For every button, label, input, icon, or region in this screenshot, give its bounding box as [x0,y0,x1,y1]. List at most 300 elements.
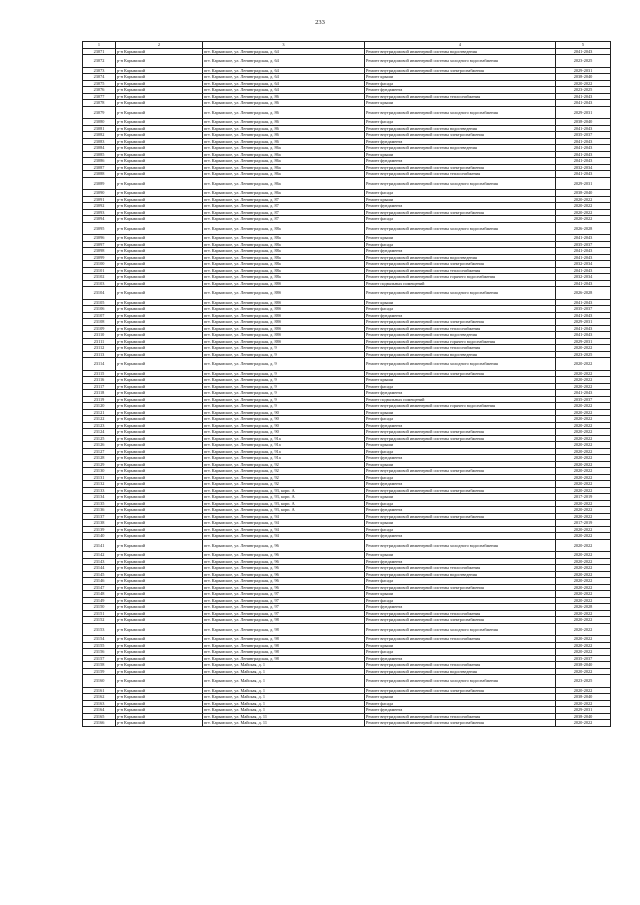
period-cell: 2020-2022 [556,383,611,390]
record-number-cell: 23132 [83,481,116,488]
address-cell: пгт. Карымское, ул. Ленинградская, д. 88а [203,274,365,281]
work-type-cell: Ремонт фасада [365,241,556,248]
address-cell: пгт. Карымское, ул. Ленинградская, д. 87 [203,196,365,203]
period-cell: 2029-2031 [556,177,611,190]
district-cell: р-н Карымский [116,649,203,656]
district-cell: р-н Карымский [116,558,203,565]
work-type-cell: Ремонт крыши [365,377,556,384]
column-header: 3 [203,42,365,49]
address-cell: пгт. Карымское, ул. Ленинградская, д. 90 [203,409,365,416]
work-type-cell: Ремонт внутридомовой инженерной системы водоотведения [365,668,556,675]
period-cell: 2041-2043 [556,171,611,178]
address-cell: пгт. Карымское, ул. Ленинградская, д. 87 [203,209,365,216]
period-cell: 2020-2022 [556,533,611,540]
district-cell: р-н Карымский [116,164,203,171]
record-number-cell: 23154 [83,636,116,643]
record-number-cell: 23121 [83,409,116,416]
period-cell: 2041-2043 [556,48,611,55]
record-number-cell: 23152 [83,617,116,624]
record-number-cell: 23084 [83,145,116,152]
work-type-cell: Ремонт фасада [365,190,556,197]
district-cell: р-н Карымский [116,591,203,598]
district-cell: р-н Карымский [116,299,203,306]
period-cell: 2029-2031 [556,707,611,714]
district-cell: р-н Карымский [116,668,203,675]
district-cell: р-н Карымский [116,100,203,107]
district-cell: р-н Карымский [116,145,203,152]
address-cell: пгт. Карымское, ул. Ленинградская, д. 96 [203,539,365,552]
district-cell: р-н Карымский [116,67,203,74]
record-number-cell: 23092 [83,203,116,210]
district-cell: р-н Карымский [116,597,203,604]
district-cell: р-н Карымский [116,565,203,572]
record-number-cell: 23136 [83,507,116,514]
period-cell: 2020-2022 [556,468,611,475]
period-cell: 2041-2043 [556,325,611,332]
record-number-cell: 23161 [83,687,116,694]
record-number-cell: 23086 [83,158,116,165]
period-cell: 2038-2040 [556,190,611,197]
work-type-cell: Ремонт крыши [365,591,556,598]
period-cell: 2020-2022 [556,649,611,656]
district-cell: р-н Карымский [116,623,203,636]
period-cell: 2020-2022 [556,216,611,223]
period-cell: 2041-2043 [556,145,611,152]
work-type-cell: Ремонт внутридомовой инженерной системы холодного водоснабжения [365,55,556,68]
district-cell: р-н Карымский [116,655,203,662]
work-type-cell: Ремонт фундамента [365,604,556,611]
address-cell: пгт. Карымское, ул. Ленинградская, д. 86а [203,164,365,171]
work-type-cell: Ремонт внутридомовой инженерной системы холодного водоснабжения [365,358,556,371]
work-type-cell: Ремонт внутридомовой инженерной системы водоотведения [365,254,556,261]
district-cell: р-н Карымский [116,280,203,287]
district-cell: р-н Карымский [116,571,203,578]
period-cell: 2035-2037 [556,655,611,662]
period-cell: 2041-2043 [556,158,611,165]
period-cell: 2026-2028 [556,222,611,235]
address-cell: пгт. Карымское, ул. Ленинградская, д. 93, корп. А [203,500,365,507]
period-cell: 2020-2022 [556,584,611,591]
record-number-cell: 23120 [83,403,116,410]
record-number-cell: 23098 [83,248,116,255]
district-cell: р-н Карымский [116,332,203,339]
work-type-cell: Ремонт внутридомовой инженерной системы теплоснабжения [365,93,556,100]
record-number-cell: 23075 [83,80,116,87]
work-type-cell: Ремонт внутридомовой инженерной системы теплоснабжения [365,171,556,178]
address-cell: пгт. Карымское, ул. Ленинградская, д. 98 [203,636,365,643]
record-number-cell: 23099 [83,254,116,261]
record-number-cell: 23156 [83,649,116,656]
record-number-cell: 23133 [83,487,116,494]
period-cell: 2020-2022 [556,513,611,520]
district-cell: р-н Карымский [116,306,203,313]
record-number-cell: 23116 [83,377,116,384]
table-row [83,675,611,688]
address-cell: пгт. Карымское, ул. Ленинградская, д. 90 [203,422,365,429]
district-cell: р-н Карымский [116,642,203,649]
record-number-cell: 23139 [83,526,116,533]
record-number-cell: 23137 [83,513,116,520]
record-number-cell: 23158 [83,662,116,669]
work-type-cell: Ремонт внутридомовой инженерной системы горячего водоснабжения [365,274,556,281]
work-type-cell: Ремонт внутридомовой инженерной системы водоотведения [365,351,556,358]
address-cell: пгт. Карымское, ул. Ленинградская, д. 9 [203,351,365,358]
address-cell: пгт. Карымское, ул. Ленинградская, д. 9 [203,345,365,352]
address-cell: пгт. Карымское, ул. Ленинградская, д. 86а [203,171,365,178]
address-cell: пгт. Карымское, ул. Ленинградская, д. 94 [203,526,365,533]
work-type-cell: Ремонт внутридомовой инженерной системы теплоснабжения [365,345,556,352]
district-cell: р-н Карымский [116,190,203,197]
period-cell: 2041-2043 [556,312,611,319]
address-cell: пгт. Карымское, ул. Ленинградская, д. 92 [203,468,365,475]
period-cell: 2020-2022 [556,403,611,410]
address-cell: пгт. Карымское, ул. Ленинградская, д. 86а [203,151,365,158]
work-type-cell: Ремонт внутридомовой инженерной системы горячего водоснабжения [365,338,556,345]
address-cell: пгт. Карымское, ул. Ленинградская, д. 94 [203,513,365,520]
address-cell: пгт. Карымское, ул. Майская, д. 11 [203,720,365,727]
address-cell: пгт. Карымское, ул. Ленинградская, д. 64 [203,67,365,74]
record-number-cell: 23141 [83,539,116,552]
record-number-cell: 23146 [83,578,116,585]
address-cell: пгт. Карымское, ул. Ленинградская, д. 96 [203,558,365,565]
period-cell: 2041-2043 [556,100,611,107]
period-cell: 2020-2022 [556,416,611,423]
district-cell: р-н Карымский [116,377,203,384]
period-cell: 2041-2043 [556,125,611,132]
address-cell: пгт. Карымское, ул. Ленинградская, д. 98 [203,623,365,636]
work-type-cell: Ремонт фасада [365,500,556,507]
district-cell: р-н Карымский [116,713,203,720]
record-number-cell: 23165 [83,713,116,720]
work-type-cell: Ремонт крыши [365,196,556,203]
period-cell: 2020-2022 [556,565,611,572]
address-cell: пгт. Карымское, ул. Ленинградская, д. 86 [203,106,365,119]
record-number-cell: 23143 [83,558,116,565]
district-cell: р-н Карымский [116,138,203,145]
address-cell: пгт. Карымское, ул. Ленинградская, д. 98 [203,642,365,649]
district-cell: р-н Карымский [116,500,203,507]
record-number-cell: 23151 [83,610,116,617]
work-type-cell: Ремонт внутридомовой инженерной системы электроснабжения [365,319,556,326]
work-type-cell: Ремонт крыши [365,552,556,559]
period-cell: 2020-2022 [556,571,611,578]
repair-schedule-table [82,41,611,727]
record-number-cell: 23109 [83,325,116,332]
record-number-cell: 23153 [83,623,116,636]
district-cell: р-н Карымский [116,487,203,494]
work-type-cell: Ремонт фундамента [365,248,556,255]
work-type-cell: Ремонт внутридомовой инженерной системы холодного водоснабжения [365,106,556,119]
work-type-cell: Ремонт фасада [365,416,556,423]
record-number-cell: 23088 [83,171,116,178]
period-cell: 2020-2022 [556,500,611,507]
period-cell: 2023-2025 [556,675,611,688]
address-cell: пгт. Карымское, ул. Ленинградская, д. 91а [203,448,365,455]
district-cell: р-н Карымский [116,351,203,358]
record-number-cell: 23100 [83,261,116,268]
period-cell: 2041-2043 [556,235,611,242]
record-number-cell: 23107 [83,312,116,319]
district-cell: р-н Карымский [116,507,203,514]
record-number-cell: 23074 [83,74,116,81]
period-cell: 2026-2028 [556,604,611,611]
district-cell: р-н Карымский [116,325,203,332]
address-cell: пгт. Карымское, ул. Ленинградская, д. 94 [203,533,365,540]
period-cell: 2041-2043 [556,151,611,158]
record-number-cell: 23106 [83,306,116,313]
period-cell: 2032-2034 [556,261,611,268]
period-cell: 2023-2025 [556,87,611,94]
period-cell: 2035-2037 [556,306,611,313]
work-type-cell: Ремонт крыши [365,494,556,501]
district-cell: р-н Карымский [116,455,203,462]
address-cell: пгт. Карымское, ул. Ленинградская, д. 86 [203,93,365,100]
address-cell: пгт. Карымское, ул. Ленинградская, д. 96 [203,584,365,591]
district-cell: р-н Карымский [116,604,203,611]
address-cell: пгт. Карымское, ул. Ленинградская, д. 87 [203,216,365,223]
period-cell: 2020-2022 [556,558,611,565]
work-type-cell: Ремонт внутридомовой инженерной системы водоотведения [365,48,556,55]
district-cell: р-н Карымский [116,409,203,416]
district-cell: р-н Карымский [116,513,203,520]
district-cell: р-н Карымский [116,396,203,403]
record-number-cell: 23157 [83,655,116,662]
record-number-cell: 23134 [83,494,116,501]
period-cell: 2038-2040 [556,119,611,126]
address-cell: пгт. Карымское, ул. Майская, д. 1 [203,694,365,701]
work-type-cell: Ремонт внутридомовой инженерной системы электроснабжения [365,468,556,475]
record-number-cell: 23113 [83,351,116,358]
address-cell: пгт. Карымское, ул. Майская, д. 1 [203,687,365,694]
address-cell: пгт. Карымское, ул. Ленинградская, д. 97 [203,597,365,604]
address-cell: пгт. Карымское, ул. Майская, д. 1 [203,700,365,707]
record-number-cell: 23103 [83,280,116,287]
table-row [83,358,611,371]
district-cell: р-н Карымский [116,106,203,119]
address-cell: пгт. Карымское, ул. Ленинградская, д. 86 [203,132,365,139]
record-number-cell: 23081 [83,125,116,132]
work-type-cell: Ремонт фасада [365,649,556,656]
record-number-cell: 23085 [83,151,116,158]
district-cell: р-н Карымский [116,132,203,139]
work-type-cell: Ремонт крыши [365,409,556,416]
district-cell: р-н Карымский [116,675,203,688]
address-cell: пгт. Карымское, ул. Ленинградская, д. 90 [203,429,365,436]
period-cell: 2020-2022 [556,209,611,216]
period-cell: 2020-2022 [556,448,611,455]
work-type-cell: Ремонт фундамента [365,533,556,540]
period-cell: 2020-2022 [556,552,611,559]
address-cell: пгт. Карымское, ул. Ленинградская, д. 9 [203,396,365,403]
work-type-cell: Ремонт фасада [365,80,556,87]
address-cell: пгт. Карымское, ул. Ленинградская, д. 64 [203,87,365,94]
district-cell: р-н Карымский [116,125,203,132]
work-type-cell: Ремонт внутридомовой инженерной системы электроснабжения [365,261,556,268]
work-type-cell: Ремонт фундамента [365,455,556,462]
address-cell: пгт. Карымское, ул. Ленинградская, д. 88б [203,338,365,345]
period-cell: 2020-2022 [556,687,611,694]
work-type-cell: Ремонт внутридомовой инженерной системы электроснабжения [365,429,556,436]
work-type-cell: Ремонт фасада [365,474,556,481]
period-cell: 2038-2040 [556,694,611,701]
address-cell: пгт. Карымское, ул. Ленинградская, д. 88б [203,319,365,326]
period-cell: 2041-2043 [556,280,611,287]
district-cell: р-н Карымский [116,694,203,701]
period-cell: 2020-2022 [556,196,611,203]
period-cell: 2020-2022 [556,377,611,384]
record-number-cell: 23079 [83,106,116,119]
address-cell: пгт. Карымское, ул. Ленинградская, д. 86 [203,138,365,145]
period-cell: 2035-2037 [556,241,611,248]
period-cell: 2020-2022 [556,422,611,429]
work-type-cell: Ремонт фундамента [365,422,556,429]
district-cell: р-н Карымский [116,552,203,559]
address-cell: пгт. Карымское, ул. Ленинградская, д. 91а [203,455,365,462]
record-number-cell: 23090 [83,190,116,197]
address-cell: пгт. Карымское, ул. Ленинградская, д. 97 [203,591,365,598]
table-row [83,720,611,727]
period-cell: 2020-2022 [556,370,611,377]
record-number-cell: 23126 [83,442,116,449]
work-type-cell: Ремонт фундамента [365,203,556,210]
period-cell: 2041-2043 [556,254,611,261]
work-type-cell: Ремонт крыши [365,74,556,81]
record-number-cell: 23087 [83,164,116,171]
period-cell: 2041-2043 [556,93,611,100]
table-row [83,623,611,636]
work-type-cell: Ремонт фундамента [365,390,556,397]
record-number-cell: 23071 [83,48,116,55]
district-cell: р-н Карымский [116,319,203,326]
district-cell: р-н Карымский [116,526,203,533]
period-cell: 2041-2043 [556,248,611,255]
record-number-cell: 23102 [83,274,116,281]
district-cell: р-н Карымский [116,461,203,468]
record-number-cell: 23078 [83,100,116,107]
district-cell: р-н Карымский [116,177,203,190]
work-type-cell: Ремонт внутридомовой инженерной системы холодного водоснабжения [365,539,556,552]
period-cell: 2032-2034 [556,164,611,171]
period-cell: 2035-2037 [556,396,611,403]
address-cell: пгт. Карымское, ул. Ленинградская, д. 86 [203,125,365,132]
address-cell: пгт. Карымское, ул. Ленинградская, д. 88б [203,280,365,287]
address-cell: пгт. Карымское, ул. Ленинградская, д. 90 [203,416,365,423]
address-cell: пгт. Карымское, ул. Ленинградская, д. 9 [203,383,365,390]
address-cell: пгт. Карымское, ул. Ленинградская, д. 88а [203,261,365,268]
work-type-cell: Ремонт фасада [365,578,556,585]
record-number-cell: 23162 [83,694,116,701]
record-number-cell: 23083 [83,138,116,145]
period-cell: 2020-2022 [556,429,611,436]
work-type-cell: Ремонт внутридомовой инженерной системы электроснабжения [365,720,556,727]
district-cell: р-н Карымский [116,241,203,248]
work-type-cell: Ремонт крыши [365,520,556,527]
period-cell: 2020-2022 [556,487,611,494]
record-number-cell: 23076 [83,87,116,94]
period-cell: 2020-2022 [556,578,611,585]
column-header: 4 [365,42,556,49]
district-cell: р-н Карымский [116,261,203,268]
record-number-cell: 23166 [83,720,116,727]
work-type-cell: Ремонт фундамента [365,558,556,565]
work-type-cell: Ремонт внутридомовой инженерной системы электроснабжения [365,164,556,171]
address-cell: пгт. Карымское, ул. Ленинградская, д. 93, корп. А [203,494,365,501]
period-cell: 2020-2022 [556,507,611,514]
work-type-cell: Ремонт внутридомовой инженерной системы холодного водоснабжения [365,287,556,300]
work-type-cell: Ремонт внутридомовой инженерной системы электроснабжения [365,687,556,694]
address-cell: пгт. Карымское, ул. Ленинградская, д. 87 [203,203,365,210]
period-cell: 2020-2022 [556,642,611,649]
district-cell: р-н Карымский [116,203,203,210]
district-cell: р-н Карымский [116,48,203,55]
work-type-cell: Ремонт внутридомовой инженерной системы водоотведения [365,145,556,152]
period-cell: 2029-2031 [556,319,611,326]
district-cell: р-н Карымский [116,416,203,423]
district-cell: р-н Карымский [116,235,203,242]
record-number-cell: 23131 [83,474,116,481]
work-type-cell: Ремонт фасада [365,383,556,390]
record-number-cell: 23142 [83,552,116,559]
address-cell: пгт. Карымское, ул. Ленинградская, д. 96 [203,565,365,572]
work-type-cell: Ремонт фасада [365,597,556,604]
district-cell: р-н Карымский [116,474,203,481]
work-type-cell: Ремонт внутридомовой инженерной системы холодного водоснабжения [365,177,556,190]
district-cell: р-н Карымский [116,119,203,126]
address-cell: пгт. Карымское, ул. Ленинградская, д. 97 [203,610,365,617]
district-cell: р-н Карымский [116,707,203,714]
district-cell: р-н Карымский [116,520,203,527]
record-number-cell: 23112 [83,345,116,352]
district-cell: р-н Карымский [116,435,203,442]
record-number-cell: 23150 [83,604,116,611]
work-type-cell: Ремонт внутридомовой инженерной системы водоотведения [365,332,556,339]
record-number-cell: 23111 [83,338,116,345]
address-cell: пгт. Карымское, ул. Ленинградская, д. 88б [203,299,365,306]
period-cell: 2017-2019 [556,520,611,527]
work-type-cell: Ремонт внутридомовой инженерной системы холодного водоснабжения [365,675,556,688]
period-cell: 2041-2043 [556,267,611,274]
record-number-cell: 23093 [83,209,116,216]
work-type-cell: Ремонт подвальных помещений [365,396,556,403]
district-cell: р-н Карымский [116,345,203,352]
column-header: 2 [116,42,203,49]
address-cell: пгт. Карымское, ул. Ленинградская, д. 9 [203,403,365,410]
district-cell: р-н Карымский [116,584,203,591]
district-cell: р-н Карымский [116,636,203,643]
work-type-cell: Ремонт крыши [365,461,556,468]
record-number-cell: 23105 [83,299,116,306]
table-body [83,48,611,726]
district-cell: р-н Карымский [116,533,203,540]
work-type-cell: Ремонт крыши [365,642,556,649]
work-type-cell: Ремонт крыши [365,299,556,306]
address-cell: пгт. Карымское, ул. Ленинградская, д. 98 [203,655,365,662]
address-cell: пгт. Карымское, ул. Ленинградская, д. 97 [203,604,365,611]
record-number-cell: 23117 [83,383,116,390]
period-cell: 2035-2037 [556,132,611,139]
record-number-cell: 23082 [83,132,116,139]
district-cell: р-н Карымский [116,254,203,261]
work-type-cell: Ремонт внутридомовой инженерной системы теплоснабжения [365,325,556,332]
district-cell: р-н Карымский [116,494,203,501]
address-cell: пгт. Карымское, ул. Ленинградская, д. 9 [203,358,365,371]
work-type-cell: Ремонт внутридомовой инженерной системы водоотведения [365,571,556,578]
district-cell: р-н Карымский [116,468,203,475]
work-type-cell: Ремонт крыши [365,151,556,158]
district-cell: р-н Карымский [116,274,203,281]
record-number-cell: 23145 [83,571,116,578]
district-cell: р-н Карымский [116,617,203,624]
